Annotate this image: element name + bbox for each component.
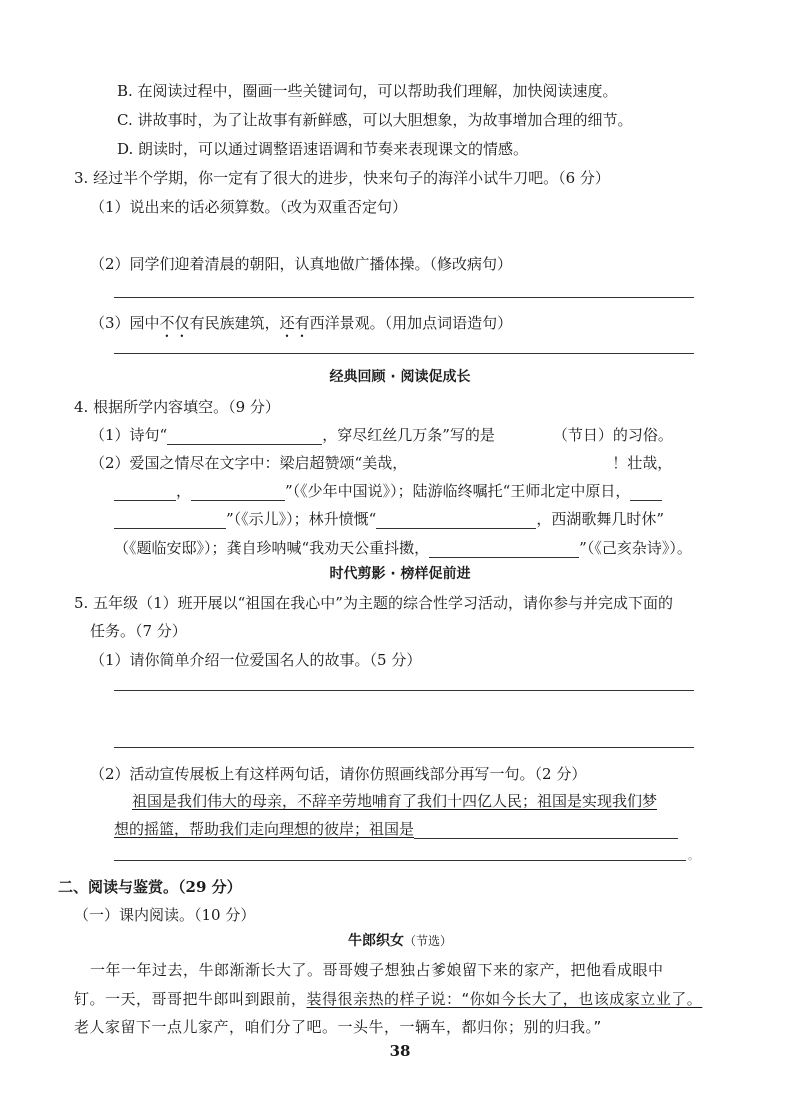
underlined-quote: 祖国是我们伟大的母亲，不辞辛劳地哺育了我们十四亿人民；祖国是实现我们梦 [132,792,658,810]
story-text: 钉。一天，哥哥把牛郎叫到跟前， [74,990,307,1008]
q3-item3-text: 西洋景观。（用加点词语造句） [309,314,513,332]
answer-line[interactable] [114,860,686,861]
q3-item3-text: 有民族建筑， [189,314,280,332]
q4-item2-line3 [114,509,664,529]
q5-stem: 5. 五年级（1）班开展以“祖国在我心中”为主题的综合性学习活动，请你参与并完成下面的 [74,594,673,612]
story-paragraph: 一年一年过去，牛郎渐渐长大了。哥哥嫂子想独占爹娘留下来的家产，把他看成眼中 [90,961,664,979]
answer-line[interactable] [114,353,694,354]
q3-stem: 3. 经过半个学期，你一定有了很大的进步，快来句子的海洋小试牛刀吧。（6 分） [74,169,610,187]
q4-text: （2）爱国之情尽在文字中：梁启超赞颂“美哉， [90,454,408,472]
q4-item1 [90,425,673,445]
part-title: 二、阅读与鉴赏。（29 分） [58,878,242,896]
section-header: 时代剪影 · 榜样促前进 [329,566,471,582]
q4-text: ！壮哉， [612,454,673,472]
story-title-note: （节选） [403,934,452,948]
q4-item2-line4 [114,538,692,558]
q4-text: （1）诗句“ [90,426,168,444]
page-number: 38 [389,1042,411,1060]
q4-text: ”（《少年中国说》）；陆游临终嘱托“王师北定中原日， [285,482,631,500]
end-mark: 。 [688,849,699,862]
fill-blank[interactable] [630,485,662,501]
q3-item1: （1）说出来的话必须算数。（改为双重否定句） [90,198,408,216]
fill-blank[interactable] [191,485,285,501]
fill-blank[interactable] [167,429,322,445]
part-subtitle: （一）课内阅读。（10 分） [74,906,256,924]
fill-blank[interactable] [414,823,678,839]
q4-text: ，西湖歌舞几时休” [536,510,665,528]
option-c: C. 讲故事时，为了让故事有新鲜感，可以大胆想象，为故事增加合理的细节。 [117,111,633,129]
emphasized-word: 不仅 [159,314,190,332]
q5-quote [132,791,657,811]
q3-item3-text: （3）园中 [90,314,160,332]
answer-line[interactable] [114,747,694,748]
answer-line[interactable] [114,690,694,691]
story-paragraph [74,989,702,1009]
q4-text: ， [176,482,192,500]
q4-text: ”（《己亥杂诗》）。 [579,539,692,557]
q3-item2: （2）同学们迎着清晨的朝阳，认真地做广播体操。（修改病句） [90,255,513,273]
q4-text: ，穿尽红丝几万条”写的是 [322,426,495,444]
story-title [0,931,800,951]
section-header: 经典回顾 · 阅读促成长 [329,369,471,385]
story-title-text: 牛郎织女 [347,933,404,949]
q4-text: （节日）的习俗。 [552,426,673,444]
fill-blank[interactable] [114,485,176,501]
q4-item2-line2 [114,481,662,501]
q4-item2-line1 [90,453,672,473]
story-paragraph: 老人家留下一点儿家产，咱们分了吧。一头牛，一辆车，都归你；别的归我。” [74,1018,602,1036]
q5-quote [114,819,678,839]
q4-stem: 4. 根据所学内容填空。（9 分） [74,398,280,416]
answer-line[interactable] [114,297,694,298]
q5-item1: （1）请你简单介绍一位爱国名人的故事。（5 分） [90,651,422,669]
option-d: D. 朗读时，可以通过调整语速语调和节奏来表现课文的情感。 [117,140,529,158]
fill-blank[interactable] [114,513,226,529]
fill-blank[interactable] [376,513,536,529]
q4-text: ”（《示儿》）；林升愤慨“ [226,510,377,528]
underlined-sentence: 装得很亲热的样子说：“你如今长大了，也该成家立业了。 [306,990,703,1008]
q4-text: （《题临安邸》）；龚自珍呐喊“我劝天公重抖擞， [114,539,430,557]
underlined-quote: 想的摇篮，帮助我们走向理想的彼岸；祖国是 [114,820,415,838]
option-b: B. 在阅读过程中，圈画一些关键词句，可以帮助我们理解，加快阅读速度。 [117,82,618,100]
q5-stem: 任务。（7 分） [90,622,187,640]
fill-blank[interactable] [429,542,579,558]
q3-item3 [90,313,512,341]
q5-item2: （2）活动宣传展板上有这样两句话，请你仿照画线部分再写一句。（2 分） [90,765,587,783]
emphasized-word: 还有 [279,314,310,332]
